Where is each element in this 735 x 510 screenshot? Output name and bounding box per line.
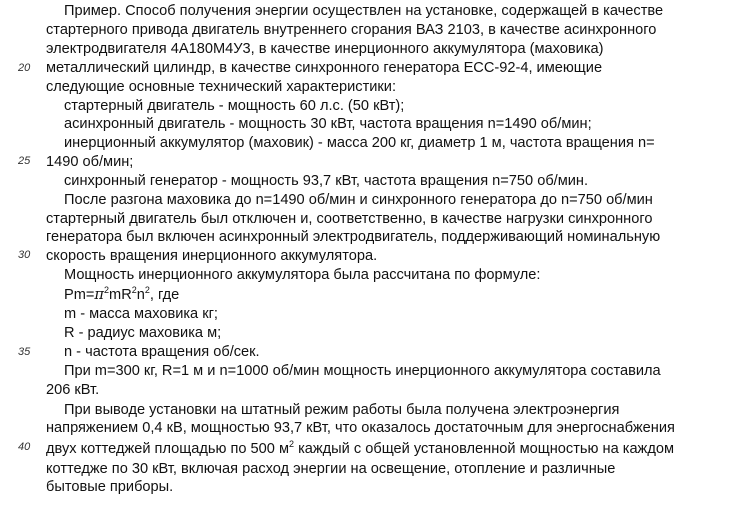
formula-tail: , где — [149, 287, 180, 303]
formula-exp2: 2 — [131, 285, 137, 295]
formula-lhs: Pm= — [64, 287, 95, 303]
cottage-before: двух коттеджей площадью по 500 м — [46, 441, 289, 457]
formula-exp1: 2 — [104, 285, 110, 295]
line-number-30: 30 — [18, 249, 31, 261]
text-line: 206 кВт. — [46, 382, 100, 398]
text-line: Пример. Способ получения энергии осуществлен на установке, содержащей в качестве — [64, 3, 664, 19]
text-line: генератора был включен асинхронный электродвигатель, поддерживающий номинальную — [46, 229, 661, 245]
text-line: При m=300 кг, R=1 м и n=1000 об/мин мощность инерционного аккумулятора составила — [64, 363, 661, 379]
formula-line — [64, 286, 179, 304]
text-line: асинхронный двигатель - мощность 30 кВт, частота вращения n=1490 об/мин; — [64, 116, 592, 132]
formula-n: n — [136, 287, 145, 303]
text-line: m - масса маховика кг; — [64, 306, 218, 322]
formula-pi: π — [94, 286, 105, 303]
line-number-25: 25 — [18, 155, 31, 167]
text-line: инерционный аккумулятор (маховик) - масса 200 кг, диаметр 1 м, частота вращения n= — [64, 135, 655, 151]
text-line: напряжением 0,4 кВ, мощностью 93,7 кВт, что оказалось достаточным для энергоснабжения — [46, 420, 675, 436]
text-line: синхронный генератор - мощность 93,7 кВт, частота вращения n=750 об/мин. — [64, 173, 589, 189]
formula-mid: mR — [109, 287, 132, 303]
text-line: бытовые приборы. — [46, 479, 174, 495]
cottage-sup: 2 — [289, 439, 295, 449]
text-line: При выводе установки на штатный режим работы была получена электроэнергия — [64, 402, 620, 418]
text-line: скорость вращения инерционного аккумулятора. — [46, 248, 378, 264]
line-number-35: 35 — [18, 346, 31, 358]
formula-exp3: 2 — [144, 285, 150, 295]
text-line: n - частота вращения об/сек. — [64, 344, 260, 360]
text-line: следующие основные технический характеристики: — [46, 79, 397, 95]
text-line: стартерного привода двигатель внутреннего сгорания ВАЗ 2103, в качестве асинхронного — [46, 22, 657, 38]
text-line: стартерный двигатель был отключен и, соответственно, в качестве нагрузки синхронного — [46, 211, 653, 227]
text-line: металлический цилиндр, в качестве синхронного генератора ЕСС-92-4, имеющие — [46, 60, 603, 76]
cottage-line — [46, 440, 674, 458]
text-line: 1490 об/мин; — [46, 154, 134, 170]
text-line: коттедже по 30 кВт, включая расход энергии на освещение, отопление и различные — [46, 461, 616, 477]
text-line: R - радиус маховика м; — [64, 325, 222, 341]
text-line: стартерный двигатель - мощность 60 л.с. (50 кВт); — [64, 98, 405, 114]
line-number-20: 20 — [18, 62, 31, 74]
text-line: После разгона маховика до n=1490 об/мин и синхронного генератора до n=750 об/мин — [64, 192, 653, 208]
line-number-40: 40 — [18, 441, 31, 453]
cottage-after: каждый с общей установленной мощностью на каждом — [294, 441, 674, 457]
text-line: Мощность инерционного аккумулятора была рассчитана по формуле: — [64, 267, 541, 283]
text-line: электродвигателя 4А180М4У3, в качестве инерционного аккумулятора (маховика) — [46, 41, 604, 57]
